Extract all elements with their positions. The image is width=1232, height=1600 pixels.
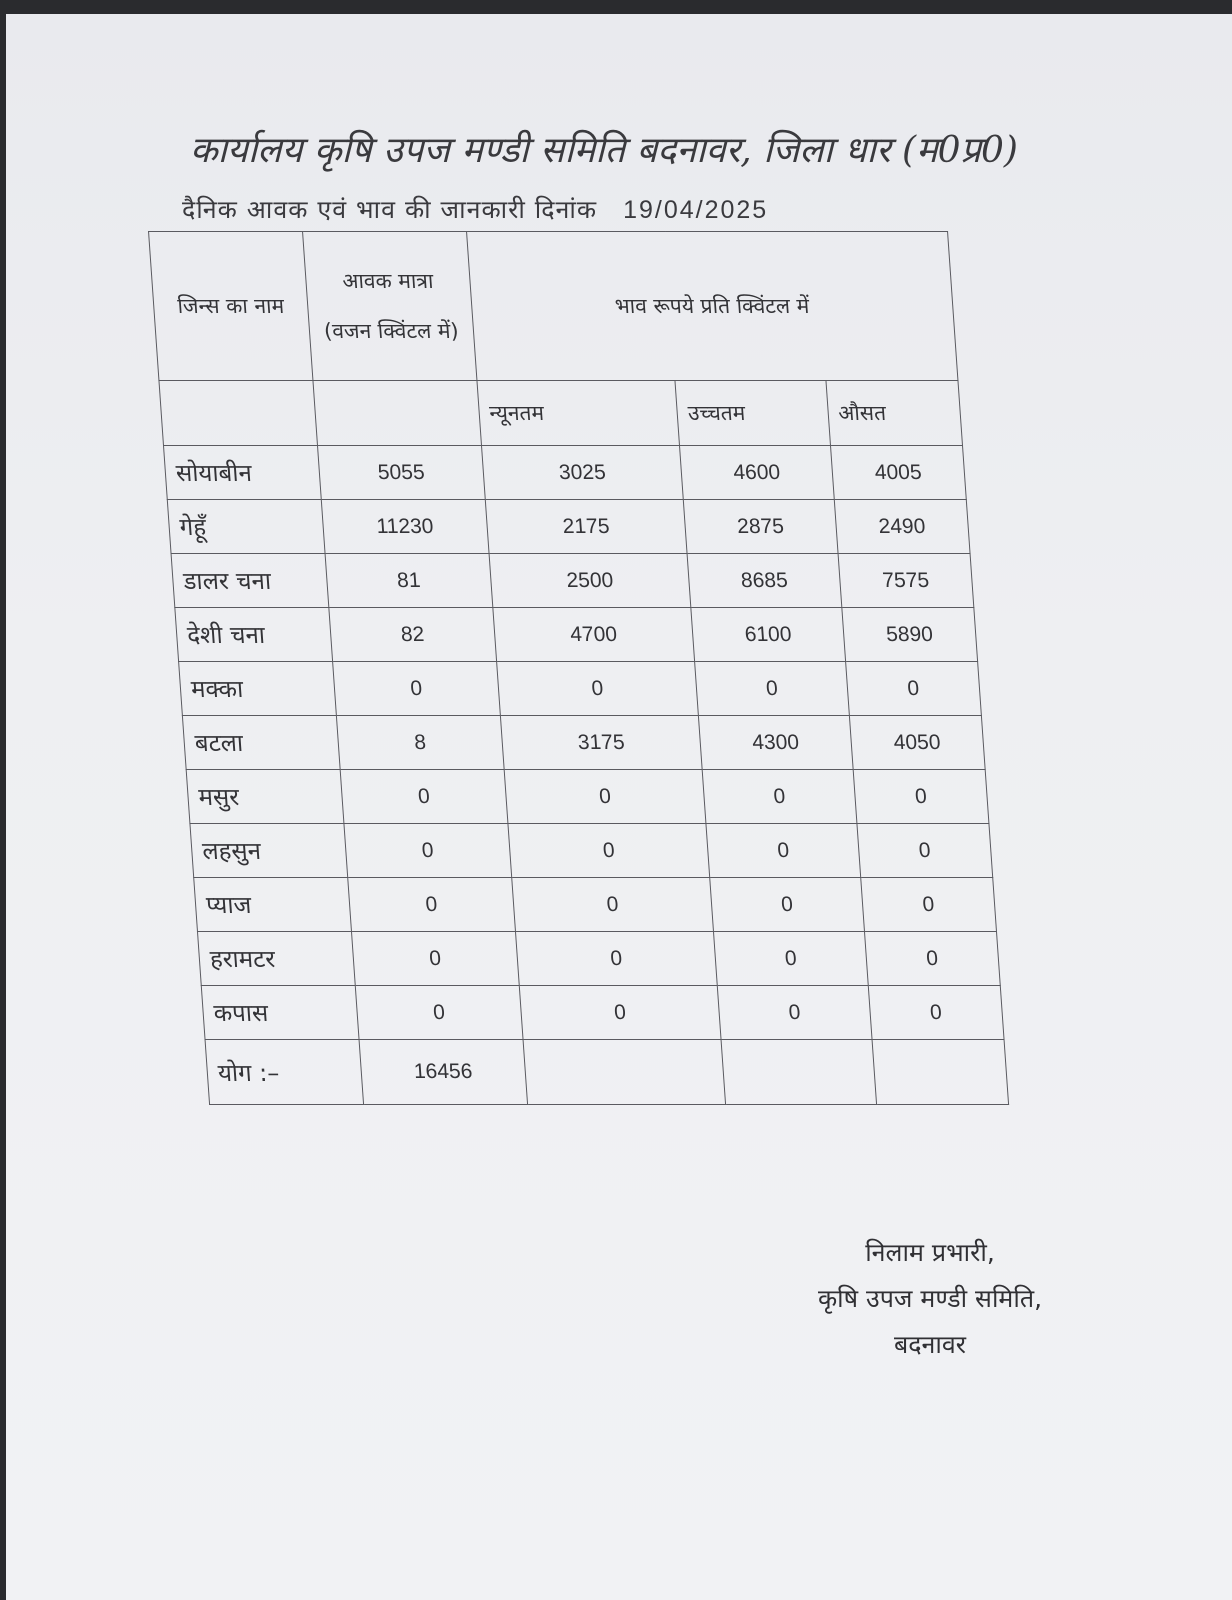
price-max: 0 bbox=[710, 878, 864, 932]
report-date: 19/04/2025 bbox=[623, 196, 769, 224]
commodity-name: मक्का bbox=[179, 662, 337, 716]
price-max: 0 bbox=[706, 824, 860, 878]
price-max: 4300 bbox=[699, 716, 853, 770]
price-max: 0 bbox=[717, 986, 871, 1040]
total-blank bbox=[872, 1040, 1009, 1105]
commodity-name: सोयाबीन bbox=[163, 446, 321, 500]
price-avg: 0 bbox=[857, 824, 993, 878]
commodity-name: लहसुन bbox=[190, 824, 348, 878]
price-min: 2500 bbox=[489, 554, 691, 608]
price-max: 2875 bbox=[683, 500, 837, 554]
header-max: उच्चतम bbox=[675, 381, 830, 446]
table-row bbox=[194, 878, 997, 932]
header-avg: औसत bbox=[826, 381, 963, 446]
total-blank bbox=[721, 1040, 876, 1105]
table-row bbox=[171, 554, 974, 608]
price-min: 0 bbox=[515, 932, 717, 986]
signature-block bbox=[780, 1230, 1080, 1368]
header-arrival: आवक मात्रा (वजन क्विंटल में) bbox=[303, 232, 477, 381]
price-min: 0 bbox=[519, 986, 721, 1040]
header-blank bbox=[313, 381, 481, 446]
arrival-qty: 0 bbox=[340, 770, 507, 824]
arrival-qty: 0 bbox=[333, 662, 500, 716]
arrival-qty: 5055 bbox=[318, 446, 485, 500]
price-max: 0 bbox=[695, 662, 849, 716]
arrival-qty: 0 bbox=[351, 932, 518, 986]
report-subtitle bbox=[182, 192, 768, 226]
arrival-qty: 0 bbox=[348, 878, 515, 932]
price-avg: 0 bbox=[860, 878, 996, 932]
price-avg: 4005 bbox=[830, 446, 966, 500]
table-row bbox=[182, 716, 985, 770]
office-title: कार्यालय कृषि उपज मण्डी समिति बदनावर, जिला धार (म0प्र0) bbox=[190, 130, 1018, 171]
table-row bbox=[163, 446, 966, 500]
price-avg: 4050 bbox=[849, 716, 985, 770]
price-avg: 0 bbox=[864, 932, 1000, 986]
price-min: 3175 bbox=[500, 716, 702, 770]
header-blank bbox=[159, 381, 318, 446]
table-row bbox=[190, 824, 993, 878]
header-commodity: जिन्स का नाम bbox=[149, 232, 313, 381]
table-row bbox=[175, 608, 978, 662]
table-row bbox=[201, 986, 1004, 1040]
price-avg: 0 bbox=[845, 662, 981, 716]
total-arrival: 16456 bbox=[359, 1040, 527, 1105]
price-min: 3025 bbox=[481, 446, 683, 500]
signature-line: बदनावर bbox=[893, 1330, 967, 1359]
price-min: 4700 bbox=[492, 608, 694, 662]
total-label: योग :– bbox=[205, 1040, 364, 1105]
price-avg: 5890 bbox=[841, 608, 977, 662]
price-max: 8685 bbox=[687, 554, 841, 608]
price-min: 0 bbox=[511, 878, 713, 932]
subtitle-label: दैनिक आवक एवं भाव की जानकारी दिनांक bbox=[182, 195, 598, 224]
total-row bbox=[205, 1040, 1009, 1105]
signature-line: कृषि उपज मण्डी समिति, bbox=[817, 1284, 1043, 1313]
arrival-qty: 8 bbox=[336, 716, 503, 770]
price-max: 0 bbox=[714, 932, 868, 986]
signature-line: निलाम प्रभारी, bbox=[865, 1238, 995, 1267]
arrival-qty: 0 bbox=[344, 824, 511, 878]
price-avg: 0 bbox=[853, 770, 989, 824]
subheader-row bbox=[159, 381, 963, 446]
table-row bbox=[197, 932, 1000, 986]
price-avg: 2490 bbox=[834, 500, 970, 554]
price-min: 0 bbox=[496, 662, 698, 716]
commodity-name: देशी चना bbox=[175, 608, 333, 662]
price-min: 0 bbox=[508, 824, 710, 878]
commodity-name: गेहूँ bbox=[167, 500, 325, 554]
commodity-name: हरामटर bbox=[197, 932, 355, 986]
commodity-name: डालर चना bbox=[171, 554, 329, 608]
header-row bbox=[149, 232, 958, 381]
price-max: 6100 bbox=[691, 608, 845, 662]
arrival-qty: 82 bbox=[329, 608, 496, 662]
table-row bbox=[179, 662, 982, 716]
commodity-name: कपास bbox=[201, 986, 359, 1040]
price-max: 0 bbox=[702, 770, 856, 824]
arrival-qty: 0 bbox=[355, 986, 522, 1040]
price-min: 2175 bbox=[485, 500, 687, 554]
arrival-qty: 81 bbox=[325, 554, 492, 608]
arrival-qty: 11230 bbox=[321, 500, 488, 554]
price-max: 4600 bbox=[680, 446, 834, 500]
price-min: 0 bbox=[504, 770, 706, 824]
total-blank bbox=[523, 1040, 726, 1105]
header-price-group: भाव रूपये प्रति क्विंटल में bbox=[466, 232, 958, 381]
commodity-name: बटला bbox=[182, 716, 340, 770]
price-avg: 7575 bbox=[838, 554, 974, 608]
price-avg: 0 bbox=[868, 986, 1004, 1040]
table-row bbox=[167, 500, 970, 554]
commodity-name: मसुर bbox=[186, 770, 344, 824]
price-table bbox=[148, 231, 1009, 1105]
commodity-name: प्याज bbox=[194, 878, 352, 932]
header-min: न्यूनतम bbox=[477, 381, 680, 446]
table-row bbox=[186, 770, 989, 824]
